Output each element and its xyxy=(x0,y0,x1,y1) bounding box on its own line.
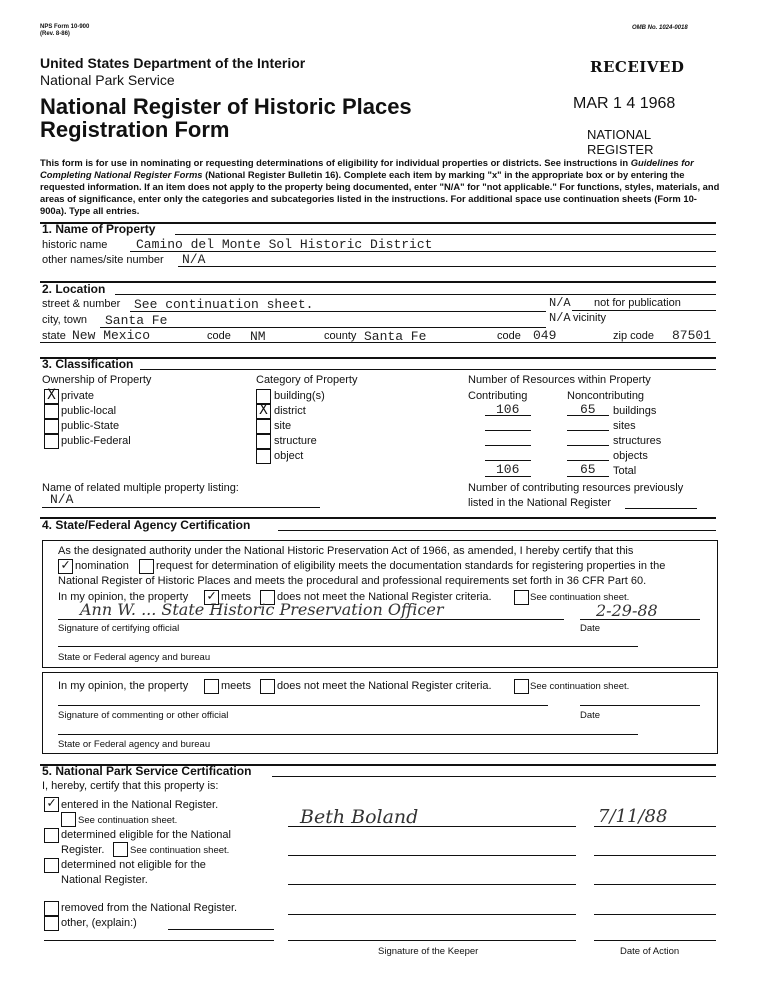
divider xyxy=(40,357,716,359)
divider xyxy=(272,776,716,777)
see-continuation-label: See continuation sheet. xyxy=(530,592,630,603)
signature-label: Signature of certifying official xyxy=(58,623,180,634)
comment-opinion-text: In my opinion, the property xyxy=(58,680,189,692)
certification-text-line1: As the designated authority under the National Historic Preservation Act of 1966, as amended, I hereby certify that this xyxy=(58,545,634,557)
comment-meets-checkbox[interactable] xyxy=(204,679,219,694)
date-label: Date xyxy=(580,623,601,634)
field-line xyxy=(42,507,320,508)
comment-see-continuation-checkbox[interactable] xyxy=(514,679,529,694)
see-continuation-label-1: See continuation sheet. xyxy=(78,815,178,826)
field-line xyxy=(567,415,609,416)
form-number: NPS Form 10-900 xyxy=(40,24,90,30)
city-label: city, town xyxy=(42,314,88,326)
field-line xyxy=(100,327,546,328)
field-line xyxy=(288,914,576,915)
previously-listed-label: Number of contributing resources previously xyxy=(468,482,684,494)
section-5-heading: 5. National Park Service Certification xyxy=(42,764,252,778)
section-1-heading: 1. Name of Property xyxy=(42,222,156,236)
field-line xyxy=(130,311,546,312)
field-line xyxy=(580,705,700,706)
department-name: United States Department of the Interior xyxy=(40,55,306,71)
field-line xyxy=(288,884,576,885)
not-for-publication-label: not for publication xyxy=(594,297,681,309)
category-option: district xyxy=(274,405,306,417)
certifying-signature: Ann W. ... State Historic Preservation Officer xyxy=(80,600,444,619)
zip-label: zip code xyxy=(613,330,654,342)
field-line xyxy=(485,415,531,416)
field-line xyxy=(40,342,716,343)
field-line xyxy=(594,940,716,941)
category-option: structure xyxy=(274,435,317,447)
field-line xyxy=(288,940,576,941)
public-federal-checkbox[interactable] xyxy=(44,434,59,449)
field-line xyxy=(178,266,716,267)
total-label: Total xyxy=(613,465,637,477)
field-line xyxy=(485,445,531,446)
noncontributing-label: Noncontributing xyxy=(567,390,645,402)
ownership-option: public-local xyxy=(61,405,117,417)
see-continuation-checkbox[interactable] xyxy=(514,590,529,605)
bureau-label: State or Federal agency and bureau xyxy=(58,652,211,663)
field-line xyxy=(288,855,576,856)
county-code-value: 049 xyxy=(533,328,557,343)
contributing-label: Contributing xyxy=(468,390,528,402)
nomination-checkbox[interactable]: ✓ xyxy=(58,559,73,574)
instructions-paragraph: This form is for use in nominating or requesting determinations of eligibility for individual properties or districts. See instructions in Guidelines for Completing National Register Forms (National Register Bulletin 16). Complete each item by marking "x" in the appropriate box or by entering the requested information. If an item does not apply to the property being documented, enter "N/A" for "not applicable." For functions, styles, materials, and areas of significance, enter only the categories and subcategories listed in the instructions. For additional space use continuation sheets (Form 10-900a). Type all entries. xyxy=(40,157,720,216)
keeper-signature-label: Signature of the Keeper xyxy=(378,946,479,957)
public-local-checkbox[interactable] xyxy=(44,404,59,419)
field-line xyxy=(594,855,716,856)
ownership-option: private xyxy=(61,390,95,402)
field-line xyxy=(567,430,609,431)
stamp-date: MAR 1 4 1968 xyxy=(573,95,676,112)
removed-label: removed from the National Register. xyxy=(61,902,238,914)
action-date: 7/11/88 xyxy=(598,806,668,827)
field-line xyxy=(58,646,638,647)
see-continuation-label-2: See continuation sheet. xyxy=(130,845,230,856)
date-of-action-label: Date of Action xyxy=(620,946,680,957)
object-checkbox[interactable] xyxy=(256,449,271,464)
noncontributing-total: 65 xyxy=(580,462,596,477)
previously-listed-label-2: listed in the National Register xyxy=(468,497,612,509)
county-label: county xyxy=(324,330,357,342)
see-continuation-checkbox-1[interactable] xyxy=(61,812,76,827)
field-line xyxy=(594,826,716,827)
keeper-intro: I, hereby, certify that this property is: xyxy=(42,780,219,792)
historic-name-label: historic name xyxy=(42,239,108,251)
other-label: other, (explain:) xyxy=(61,917,137,929)
resources-heading: Number of Resources within Property xyxy=(468,374,651,386)
comment-date-label: Date xyxy=(580,710,601,721)
street-label: street & number xyxy=(42,298,121,310)
comment-meets-label: meets xyxy=(221,680,251,692)
divider xyxy=(175,234,716,235)
field-line xyxy=(567,476,609,477)
determination-request-checkbox[interactable] xyxy=(139,559,154,574)
contributing-count: 106 xyxy=(496,402,520,417)
ownership-option: public-State xyxy=(61,420,120,432)
state-value: New Mexico xyxy=(72,328,151,343)
vicinity-mark: N/A xyxy=(549,311,571,325)
field-line xyxy=(567,460,609,461)
meets-label: meets xyxy=(221,591,251,603)
category-option: object xyxy=(274,450,304,462)
resource-type-label: objects xyxy=(613,450,648,462)
state-code-label: code xyxy=(207,330,231,342)
ownership-option: public-Federal xyxy=(61,435,131,447)
determined-eligible-checkbox[interactable] xyxy=(44,828,59,843)
meets-checkbox[interactable]: ✓ xyxy=(204,590,219,605)
determined-eligible-label: determined eligible for the National xyxy=(61,829,231,841)
stamp-national: NATIONAL xyxy=(587,127,652,142)
field-line xyxy=(567,445,609,446)
district-checkbox[interactable]: X xyxy=(256,404,271,419)
section-3-heading: 3. Classification xyxy=(42,357,134,371)
section-2-heading: 2. Location xyxy=(42,282,106,296)
field-line xyxy=(58,705,548,706)
zip-value: 87501 xyxy=(672,328,712,343)
field-line xyxy=(130,251,716,252)
state-label: state xyxy=(42,330,66,342)
divider xyxy=(115,294,716,295)
see-continuation-checkbox-2[interactable] xyxy=(113,842,128,857)
other-names-value: N/A xyxy=(182,252,206,267)
field-line xyxy=(485,430,531,431)
field-line xyxy=(485,476,531,477)
certification-date: 2-29-88 xyxy=(596,601,658,620)
service-name: National Park Service xyxy=(40,72,175,88)
field-line xyxy=(288,826,576,827)
comment-see-continuation-label: See continuation sheet. xyxy=(530,681,630,692)
county-value: Santa Fe xyxy=(364,329,427,344)
site-checkbox[interactable] xyxy=(256,419,271,434)
stamp-register: REGISTER xyxy=(587,142,654,157)
field-line xyxy=(625,508,697,509)
related-listing-value: N/A xyxy=(50,492,74,507)
removed-checkbox[interactable] xyxy=(44,901,59,916)
other-checkbox[interactable] xyxy=(44,916,59,931)
field-line xyxy=(594,914,716,915)
resource-type-label: buildings xyxy=(613,405,657,417)
divider xyxy=(278,530,716,531)
omb-number: OMB No. 1024-0018 xyxy=(632,25,688,31)
determined-eligible-label-2: Register. xyxy=(61,844,105,856)
form-revision: (Rev. 8-86) xyxy=(40,31,70,37)
field-line xyxy=(168,929,274,930)
section-4-heading: 4. State/Federal Agency Certification xyxy=(42,518,251,532)
certification-text-line2: request for determination of eligibility meets the documentation standards for registering properties in the xyxy=(156,560,666,572)
comment-signature-label: Signature of commenting or other official xyxy=(58,710,229,721)
resource-type-label: structures xyxy=(613,435,662,447)
field-line xyxy=(580,619,700,620)
certification-text-line3: National Register of Historic Places and meets the procedural and professional requirements set forth in 36 CFR Part 60. xyxy=(58,575,647,587)
comment-bureau-label: State or Federal agency and bureau xyxy=(58,739,211,750)
received-stamp: RECEIVED xyxy=(590,58,685,76)
not-for-publication-mark: N/A xyxy=(549,296,571,310)
not-eligible-checkbox[interactable] xyxy=(44,858,59,873)
vicinity-label: vicinity xyxy=(573,312,607,324)
divider xyxy=(40,281,716,283)
field-line xyxy=(594,884,716,885)
noncontributing-count: 65 xyxy=(580,402,596,417)
divider xyxy=(140,369,716,370)
field-line xyxy=(58,734,638,735)
category-option: site xyxy=(274,420,292,432)
does-not-meet-label: does not meet the National Register criteria. xyxy=(277,591,492,603)
field-line xyxy=(572,310,716,311)
historic-name-value: Camino del Monte Sol Historic District xyxy=(136,237,433,252)
form-title: National Register of Historic Places xyxy=(40,94,412,119)
private-checkbox[interactable]: X xyxy=(44,389,59,404)
state-code-value: NM xyxy=(250,329,266,344)
category-heading: Category of Property xyxy=(256,374,358,386)
field-line xyxy=(485,460,531,461)
county-code-label: code xyxy=(497,330,521,342)
entered-checkbox[interactable]: ✓ xyxy=(44,797,59,812)
related-listing-label: Name of related multiple property listing: xyxy=(42,482,239,494)
city-value: Santa Fe xyxy=(105,313,168,328)
ownership-heading: Ownership of Property xyxy=(42,374,152,386)
nomination-label: nomination xyxy=(75,560,129,572)
form-subtitle: Registration Form xyxy=(40,117,230,142)
opinion-text: In my opinion, the property xyxy=(58,591,189,603)
entered-label: entered in the National Register. xyxy=(61,799,219,811)
structure-checkbox[interactable] xyxy=(256,434,271,449)
comment-does-not-meet-checkbox[interactable] xyxy=(260,679,275,694)
not-eligible-label: determined not eligible for the xyxy=(61,859,206,871)
field-line xyxy=(44,940,274,941)
street-value: See continuation sheet. xyxy=(134,297,314,312)
category-option: building(s) xyxy=(274,390,325,402)
keeper-signature: Beth Boland xyxy=(300,806,419,828)
comment-does-not-meet-label: does not meet the National Register criteria. xyxy=(277,680,492,692)
field-line xyxy=(58,619,564,620)
other-names-label: other names/site number xyxy=(42,254,164,266)
resource-type-label: sites xyxy=(613,420,636,432)
contributing-total: 106 xyxy=(496,462,520,477)
not-eligible-label-2: National Register. xyxy=(61,874,148,886)
public-state-checkbox[interactable] xyxy=(44,419,59,434)
